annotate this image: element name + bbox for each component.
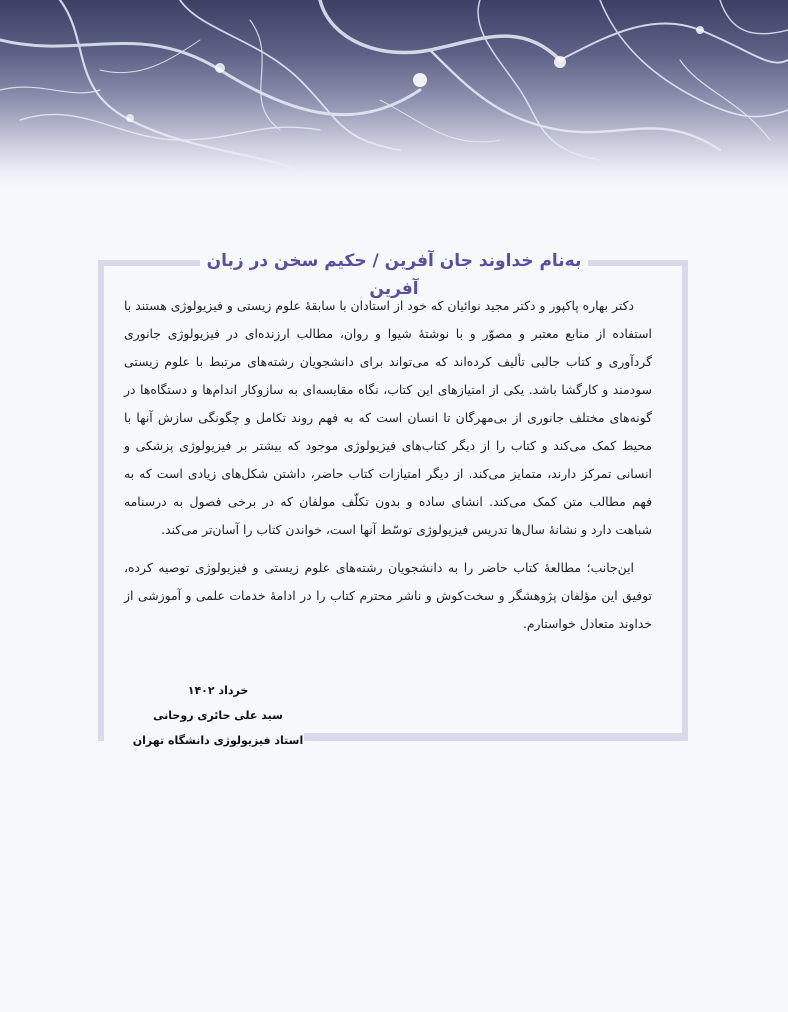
text-frame-bottom-border xyxy=(304,733,688,741)
foreword-body xyxy=(124,292,652,648)
signature-block xyxy=(130,678,306,753)
neuron-illustration xyxy=(0,0,788,190)
page-title: به‌نام خداوند جان آفرین / حکیم سخن در زبان آفرین xyxy=(200,247,588,303)
paragraph-1: دکتر بهاره پاکپور و دکتر مجید نوائیان که خود از استادان با سابقهٔ علوم زیستی و فیزیولوژی هستند با استفاده از منابع معتبر و مصوّر و با نوشتهٔ شیوا و روان، مطالب ارزنده‌ای در فیزیولوژی جانوری گردآوری و کتاب جالبی تألیف کرده‌اند که می‌تواند برای دانشجویان رشته‌های مرتبط با علوم زیستی سودمند و کارگشا باشد. یکی از امتیازهای این کتاب، نگاه مقایسه‌ای به سازوکار اندام‌ها و دستگاه‌ها در گونه‌های مختلف جانوری از بی‌مهرگان تا انسان است که به فهم روند تکامل و چگونگی سازش آنها با محیط کمک می‌کند و کتاب را از دیگر کتاب‌های فیزیولوژی موجود که بیشتر بر فیزیولوژی پزشکی و انسانی تمرکز دارند، متمایز می‌کند. از دیگر امتیازات کتاب حاضر، داشتن شکل‌های زیادی است که به فهم مطالب متن کمک می‌کند. انشای ساده و بدون تکلّف مولفان که در برخی فصول به درسنامه شباهت دارد و نشانهٔ سال‌ها تدریس فیزیولوژی توسّط آنها است، خواندن کتاب را آسان‌تر می‌کند. xyxy=(124,298,652,537)
signature-name: سید علی حائری روحانی xyxy=(153,709,283,722)
header-neuron-image xyxy=(0,0,788,190)
signature-date: خرداد ۱۴۰۲ xyxy=(187,684,249,697)
signature-position: استاد فیزیولوژی دانشگاه تهران xyxy=(132,734,304,747)
paragraph-2: این‌جانب؛ مطالعهٔ کتاب حاضر را به دانشجویان رشته‌های علوم زیستی و فیزیولوژی توصیه کرده، توفیق این مؤلفان پژوهشگر و سخت‌کوش و ناشر محترم کتاب را در ادامهٔ خدمات علمی و آموزشی از خداوند متعادل خواستارم. xyxy=(124,560,652,631)
